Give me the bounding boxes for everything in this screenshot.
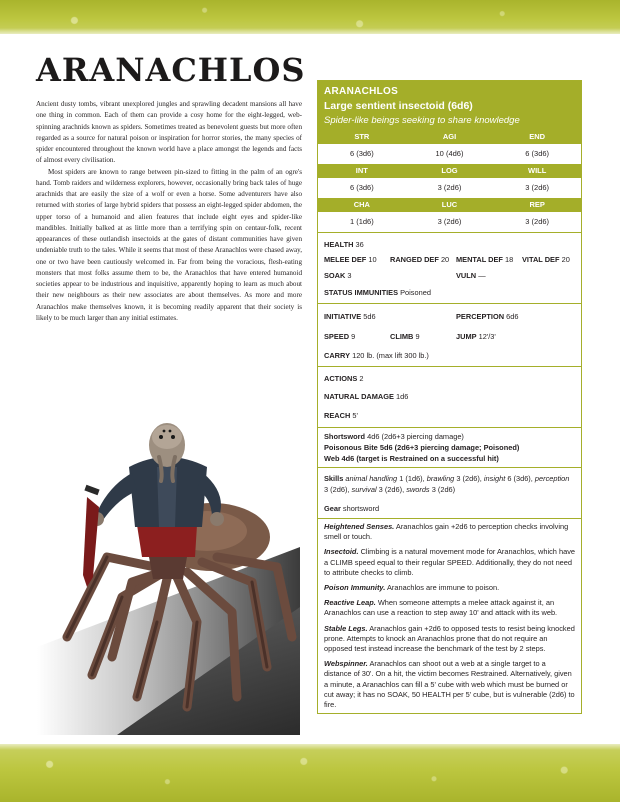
skills-list [324, 471, 575, 495]
trait-name: Poison Immunity. [324, 583, 386, 593]
initiative-row [324, 307, 575, 327]
skill-name: animal handling [345, 474, 398, 483]
speed-value: 9 [351, 332, 356, 341]
attr-label-cha: CHA [318, 198, 406, 212]
attr-value-str: 6 (3d6) [318, 144, 406, 164]
attr-label-str: STR [318, 130, 406, 144]
traits-section [318, 518, 581, 713]
lore-text [36, 99, 302, 324]
attack-web [324, 453, 575, 464]
attr-label-will: WILL [493, 164, 581, 178]
attr-value-end: 6 (3d6) [493, 144, 581, 164]
reach-value: 5' [352, 410, 358, 420]
skill-name: perception [534, 474, 570, 483]
attr-value-rep: 3 (2d6) [493, 212, 581, 232]
skill-value: 3 (2d6), [456, 474, 482, 483]
trait-heightened-senses [324, 522, 575, 542]
skills-label: Skills [324, 474, 344, 483]
skill-name: survival [351, 485, 377, 494]
skill-value: 3 (2d6) [431, 485, 456, 494]
attr-label-log: LOG [406, 164, 494, 178]
attr-value-agi: 10 (4d6) [406, 144, 494, 164]
initiative-label: INITIATIVE [324, 312, 362, 321]
ranged-def-value: 20 [440, 255, 450, 264]
health-row [324, 236, 575, 252]
ranged-def-label: RANGED DEF [390, 255, 439, 264]
immunities-value: Poisoned [400, 287, 431, 297]
initiative-value: 5d6 [363, 312, 376, 321]
stat-block-header [318, 81, 581, 130]
carry-label: CARRY [324, 350, 351, 360]
skill-value: 1 (1d6), [399, 474, 425, 483]
actions-row [324, 370, 575, 386]
trait-stable-legs [324, 624, 575, 655]
skill-value: 3 (2d6), [378, 485, 405, 494]
creature-tagline: Spider-like beings seeking to share knowledge [324, 115, 520, 126]
melee-def-label: MELEE DEF [324, 255, 367, 264]
reach-label: REACH [324, 410, 351, 420]
skill-name: brawling [426, 474, 455, 483]
attr-value-luc: 3 (2d6) [406, 212, 494, 232]
trait-name: Webspinner. [324, 659, 368, 669]
trait-name: Insectoid. [324, 547, 359, 557]
health-label: HEALTH [324, 239, 354, 249]
attack-name: Shortsword [324, 432, 366, 441]
vital-def-label: VITAL DEF [522, 255, 560, 264]
perception-label: PERCEPTION [456, 312, 505, 321]
defense-section [318, 232, 581, 303]
aranachlos-illustration [37, 407, 300, 735]
attribute-grid [318, 130, 581, 232]
mental-def-label: MENTAL DEF [456, 255, 503, 264]
attr-value-will: 3 (2d6) [493, 178, 581, 198]
attack-shortsword [324, 431, 575, 442]
trait-text: Aranachlos gain +2d6 to perception checks involving smell or touch. [324, 522, 569, 542]
mental-def-value: 18 [505, 255, 514, 264]
creature-type: Large sentient insectoid (6d6) [324, 100, 473, 112]
speed-label: SPEED [324, 332, 350, 341]
attack-name: Poisonous Bite [324, 443, 378, 452]
immunities-row [324, 284, 575, 300]
gear-value: shortsword [342, 504, 380, 513]
attr-value-log: 3 (2d6) [406, 178, 494, 198]
trait-text: Aranachlos gain +2d6 to opposed tests to resist being knocked prone. Attempts to knock an Aranachlos prone that do not require an opposed test instead increase the benchmark of the test by 2 steps. [324, 623, 575, 654]
climb-label: CLIMB [390, 332, 414, 341]
trait-text: Climbing is a natural movement mode for Aranachlos, which have a CLIMB speed equal to their regular SPEED. Additionally, they do not need to attribute checks to climb. [324, 547, 575, 577]
attack-name: Web [324, 454, 340, 463]
attack-detail: 5d6 (2d6+3 piercing damage; Poisoned) [379, 443, 520, 452]
climb-value: 9 [415, 332, 420, 341]
gear-row [324, 503, 575, 515]
trait-reactive-leap [324, 598, 575, 618]
trait-poison-immunity [324, 583, 575, 593]
attr-label-agi: AGI [406, 130, 494, 144]
vuln-label: VULN [456, 271, 477, 280]
lore-paragraph-1: Ancient dusty tombs, vibrant unexplored jungles and sprawling decadent mansions all have one thing in common. Each of them can provide a cosy home for the eight-legged, web-spinning arachnids known as spiders. Sometimes treated as benevolent guests but more often regarded as a source for natural poison or inspiration for horror stories, the many species of spider encountered throughout the known world have a place amongst the legends and facts of almost every civilisation. [36, 100, 302, 165]
soak-label: SOAK [324, 271, 346, 280]
skill-name: swords [406, 485, 430, 494]
trait-insectoid [324, 547, 575, 578]
gear-label: Gear [324, 504, 341, 513]
top-decorative-band [0, 0, 620, 34]
creature-name: ARANACHLOS [324, 86, 399, 97]
combat-section [318, 366, 581, 427]
trait-name: Reactive Leap. [324, 598, 376, 608]
natural-damage-label: NATURAL DAMAGE [324, 391, 394, 401]
attr-value-cha: 1 (1d6) [318, 212, 406, 232]
health-value: 36 [355, 239, 364, 249]
skills-section [318, 467, 581, 518]
lore-paragraph-2: Most spiders are known to range between pin-sized to fitting in the palm of an ogre's hand. Tomb raiders and wilderness explorers, however, occasionally bring back tales of huge arachnids that are easily the size of a wolf or even a horse. Some adventurers have also returned with stories of large hybrid spiders that possess an eight-legged spider abdomen, the upper torso of a humanoid and alien features that include eight eyes and spider-like mandibles. Initially balked at as little more than a terrifying spin on centaur-folk, recent appearances of these outlandish insectoids at the gates of distant communities have given undeniable truth to the tales. While it seems that most of these Aranachlos were chased away, one or two have been cautiously welcomed in. Far from being the voracious, flesh-eating monsters that most folks assume them to be, the Aranachlos that have entered humanoid societies appear to be industrious and inquisitive, apparently hoping to learn as much about their new neighbours as their new associates are about themselves. As more and more Aranachlos make themselves known, it is becoming readily apparent that their society is likely to be much larger than any initial estimates. [36, 167, 302, 322]
trait-text: Aranachlos are immune to poison. [386, 583, 500, 593]
attack-poisonous-bite [324, 442, 575, 453]
page-title: ARANACHLOS [36, 51, 306, 89]
trait-text: Aranachlos can shoot out a web at a single target to a distance of 30'. On a hit, the victim becomes Restrained. Alternatively, given a minute, a Aranachlos can fill a 5' cube with web which must be burned or cut away; it has no SOAK, 50 HEALTH per 5' cube, but is vulnerable (2d6) to fire. [324, 659, 575, 710]
jump-label: JUMP [456, 332, 477, 341]
attr-label-end: END [493, 130, 581, 144]
immunities-label: STATUS IMMUNITIES [324, 287, 399, 297]
speed-row [324, 327, 575, 347]
jump-value: 12'/3' [478, 332, 496, 341]
trait-webspinner [324, 659, 575, 710]
attack-detail: 4d6 (2d6+3 piercing damage) [367, 432, 464, 441]
soak-row [324, 268, 575, 284]
carry-value: 120 lb. (max lift 300 lb.) [352, 350, 429, 360]
trait-name: Heightened Senses. [324, 522, 395, 531]
attacks-section [318, 427, 581, 467]
bottom-decorative-band [0, 744, 620, 802]
attack-detail: 4d6 (target is Restrained on a successful hit) [341, 454, 499, 463]
attr-label-rep: REP [493, 198, 581, 212]
skill-value: 3 (2d6), [324, 485, 350, 494]
vuln-value: — [478, 271, 486, 280]
trait-name: Stable Legs. [324, 623, 368, 633]
vital-def-value: 20 [561, 255, 570, 264]
skill-value: 6 (3d6), [507, 474, 533, 483]
attr-label-int: INT [318, 164, 406, 178]
soak-value: 3 [347, 271, 352, 280]
movement-section [318, 303, 581, 366]
attr-value-int: 6 (3d6) [318, 178, 406, 198]
natural-damage-row [324, 386, 575, 406]
skill-name: insight [483, 474, 506, 483]
actions-value: 2 [359, 373, 364, 383]
defense-row [324, 252, 575, 268]
actions-label: ACTIONS [324, 373, 358, 383]
stat-block [317, 80, 582, 714]
perception-value: 6d6 [506, 312, 519, 321]
carry-row [324, 347, 575, 363]
natural-damage-value: 1d6 [396, 391, 409, 401]
melee-def-value: 10 [368, 255, 377, 264]
attr-label-luc: LUC [406, 198, 494, 212]
trait-text: When someone attempts a melee attack against it, an Aranachlos can use a reaction to step away 10' and attack with its web. [324, 598, 558, 618]
reach-row [324, 406, 575, 424]
